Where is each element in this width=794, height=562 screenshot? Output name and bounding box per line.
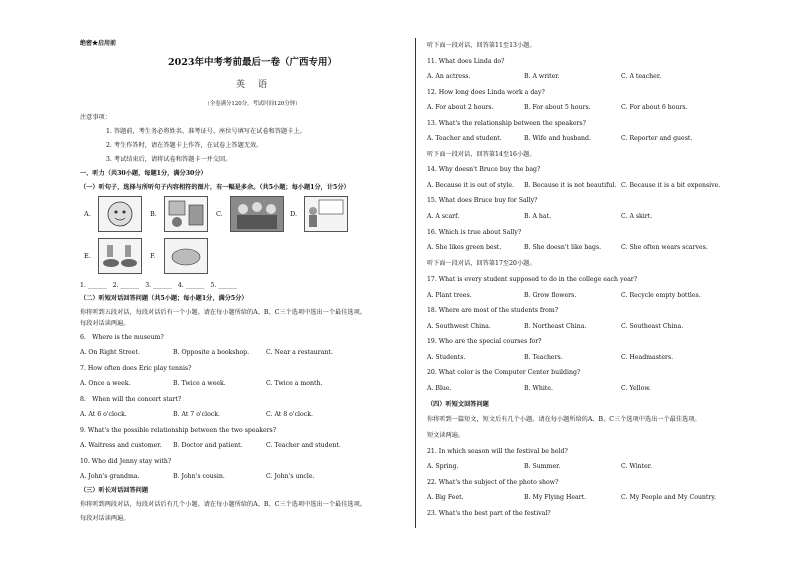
question-9-options [80,442,359,450]
question-21: 21. In which season will the festival be held? [427,448,568,455]
option-b[interactable]: B. Wife and husband. [524,135,591,142]
question-17-options [427,292,718,300]
part3-instructions-1: 你将听到两段对话，每段对话后有几个小题。请在每小题所给的A、B、C三个选项中选出一个最佳选项。 [80,501,366,508]
option-a[interactable]: A. Southwest China. [427,323,491,330]
option-a[interactable]: A. An actress. [427,73,471,80]
question-6: 6. Where is the museum? [80,334,164,341]
part2-instructions-2: 每段对话读两遍。 [80,320,130,327]
part3-title: （三）听长对话回答问题 [80,487,149,494]
question-15-options [427,213,718,221]
option-c[interactable]: C. At 8 o'clock. [266,411,313,418]
question-22-options [427,494,718,502]
section-listening-title: 一、听力（共30小题，每题1分，满分30分） [80,170,207,177]
question-9: 9. What's the possible relationship between the two speakers? [80,427,277,434]
option-a[interactable]: A. Because it is out of style. [427,182,515,189]
picture-c-family [230,196,284,232]
part4-instructions-1: 你将听到一篇短文，短文后有几个小题。请在每小题所给的A、B、C三个选项中选出一个最佳选项。 [427,416,701,423]
option-a[interactable]: A. Once a week. [80,380,131,387]
option-b[interactable]: B. She doesn't like bags. [524,244,602,251]
answer-blanks: 1. ______ 2. ______ 3. ______ 4. ______ 5. ______ [80,282,237,289]
option-b[interactable]: B. Opposite a bookshop. [173,349,250,356]
question-11: 11. What does Linda do? [427,58,505,65]
listen-instruction-17-20: 听下面一段对话，回答第17至20小题。 [427,260,536,267]
option-c[interactable]: C. For about 6 hours. [621,104,688,111]
option-b[interactable]: B. Northeast China. [524,323,587,330]
question-17: 17. What is every student supposed to do in the college each year? [427,276,638,283]
option-c[interactable]: C. A teacher. [621,73,662,80]
question-14: 14. Why doesn't Bruce buy the bag? [427,166,541,173]
question-22: 22. What's the subject of the photo show? [427,479,559,486]
score-note: （全卷满分120分，考试时间120分钟） [204,101,301,107]
option-a[interactable]: A. Waitress and customer. [80,442,162,449]
notice-1: 1. 答题前，考生务必将姓名、准考证号、座位号填写在试卷和答题卡上。 [106,128,306,135]
question-18: 18. Where are most of the students from? [427,307,559,314]
option-c[interactable]: C. Headmasters. [621,354,674,361]
question-6-options [80,349,359,357]
option-a[interactable]: A. Students. [427,354,466,361]
option-a[interactable]: A. Teacher and student. [427,135,502,142]
picture-e-food-bowls [98,238,142,274]
exam-title: 2023年中考考前最后一卷（广西专用） [168,57,337,68]
picture-f-bread [164,238,208,274]
question-15: 15. What does Bruce buy for Sally? [427,197,538,204]
option-c[interactable]: C. Yellow. [621,385,651,392]
question-14-options [427,182,721,190]
picture-b-room [164,196,208,232]
option-a[interactable]: A. Blue. [427,385,452,392]
subject-title: 英 语 [235,80,269,90]
question-18-options [427,323,718,331]
question-13: 13. What's the relationship between the speakers? [427,120,586,127]
option-b[interactable]: B. White. [524,385,553,392]
question-8-options [80,411,359,419]
option-c[interactable]: C. Reporter and guest. [621,135,693,142]
question-19: 19. Who are the special courses for? [427,338,542,345]
option-b[interactable]: B. Grow flowers. [524,292,577,299]
option-c[interactable]: C. Because it is a bit expensive. [621,182,721,189]
question-10-options [80,473,359,481]
option-b[interactable]: B. Teachers. [524,354,563,361]
part4-title: （四）听短文回答问题 [427,401,489,408]
question-16: 16. Which is true about Sally? [427,229,522,236]
option-c[interactable]: C. Twice a month. [266,380,323,387]
picture-label-e: E. [84,252,91,260]
question-21-options [427,463,718,471]
option-c[interactable]: C. John's uncle. [266,473,315,480]
column-divider [415,38,416,528]
option-b[interactable]: B. Summer. [524,463,561,470]
picture-label-b: B. [150,210,157,218]
option-b[interactable]: B. John's cousin. [173,473,225,480]
question-20: 20. What color is the Computer Center building? [427,369,581,376]
question-7-options [80,380,359,388]
option-a[interactable]: A. At 6 o'clock. [80,411,127,418]
question-19-options [427,354,718,362]
option-b[interactable]: B. Doctor and patient. [173,442,243,449]
option-b[interactable]: B. Twice a week. [173,380,226,387]
question-20-options [427,385,718,393]
part2-instructions-1: 你将听到五段对话，每段对话后有一个小题。请在每小题所给的A、B、C三个选项中选出一个最佳选项。 [80,309,366,316]
part1-instructions: （一）听句子，选择与所听句子内容相符的图片，有一幅是多余。（共5小题；每小题1分，计5分） [80,184,350,191]
option-a[interactable]: A. On Right Street. [80,349,140,356]
option-a[interactable]: A. Big Feet. [427,494,464,501]
option-b[interactable]: B. Because it is not beautiful. [524,182,617,189]
option-b[interactable]: B. A hat. [524,213,552,220]
option-c[interactable]: C. Near a restaurant. [266,349,333,356]
question-13-options [427,135,718,143]
option-c[interactable]: C. My People and My Country. [621,494,716,501]
option-a[interactable]: A. She likes green best. [427,244,502,251]
part2-title: （二）听短对话回答问题（共5小题；每小题1分，满分5分） [80,295,248,302]
option-b[interactable]: B. My Flying Heart. [524,494,587,501]
picture-label-c: C. [216,210,223,218]
part3-instructions-2: 每段对话读两遍。 [80,515,130,522]
option-a[interactable]: A. Plant trees. [427,292,472,299]
option-b[interactable]: B. At 7 o'clock. [173,411,220,418]
option-a[interactable]: A. A scarf. [427,213,460,220]
option-c[interactable]: C. She often wears scarves. [621,244,708,251]
listen-instruction-14-16: 听下面一段对话，回答第14至16小题。 [427,151,536,158]
notice-3: 3. 考试结束后，请将试卷和答题卡一并交回。 [106,156,232,163]
option-c[interactable]: C. Winter. [621,463,653,470]
notice-title: 注意事项： [80,114,111,121]
notice-2: 2. 考生作答时，请在答题卡上作答，在试卷上答题无效。 [106,142,263,149]
question-7: 7. How often does Eric play tennis? [80,365,192,372]
picture-label-a: A. [84,210,91,218]
option-a[interactable]: A. Spring. [427,463,459,470]
listen-instruction-11-13: 听下面一段对话，回答第11至13小题。 [427,42,536,49]
option-b[interactable]: B. A writer. [524,73,560,80]
option-b[interactable]: B. For about 5 hours. [524,104,591,111]
question-16-options [427,244,718,252]
picture-d-classroom [304,196,348,232]
option-a[interactable]: A. For about 2 hours. [427,104,494,111]
picture-label-f: F. [150,252,156,260]
option-c[interactable]: C. Teacher and student. [266,442,341,449]
question-23: 23. What's the best part of the festival? [427,510,551,517]
picture-label-d: D. [290,210,298,218]
question-12: 12. How long does Linda work a day? [427,89,545,96]
question-11-options [427,73,718,81]
option-c[interactable]: C. Recycle empty bottles. [621,292,701,299]
option-c[interactable]: C. Southeast China. [621,323,684,330]
picture-a-cartoon-face [98,196,142,232]
question-12-options [427,104,718,112]
question-8: 8. When will the concert start? [80,396,182,403]
option-a[interactable]: A. John's grandma. [80,473,140,480]
option-c[interactable]: C. A skirt. [621,213,653,220]
part4-instructions-2: 短文读两遍。 [427,432,465,439]
question-10: 10. Who did Jenny stay with? [80,458,172,465]
confidential-mark: 绝密★启用前 [80,40,117,47]
